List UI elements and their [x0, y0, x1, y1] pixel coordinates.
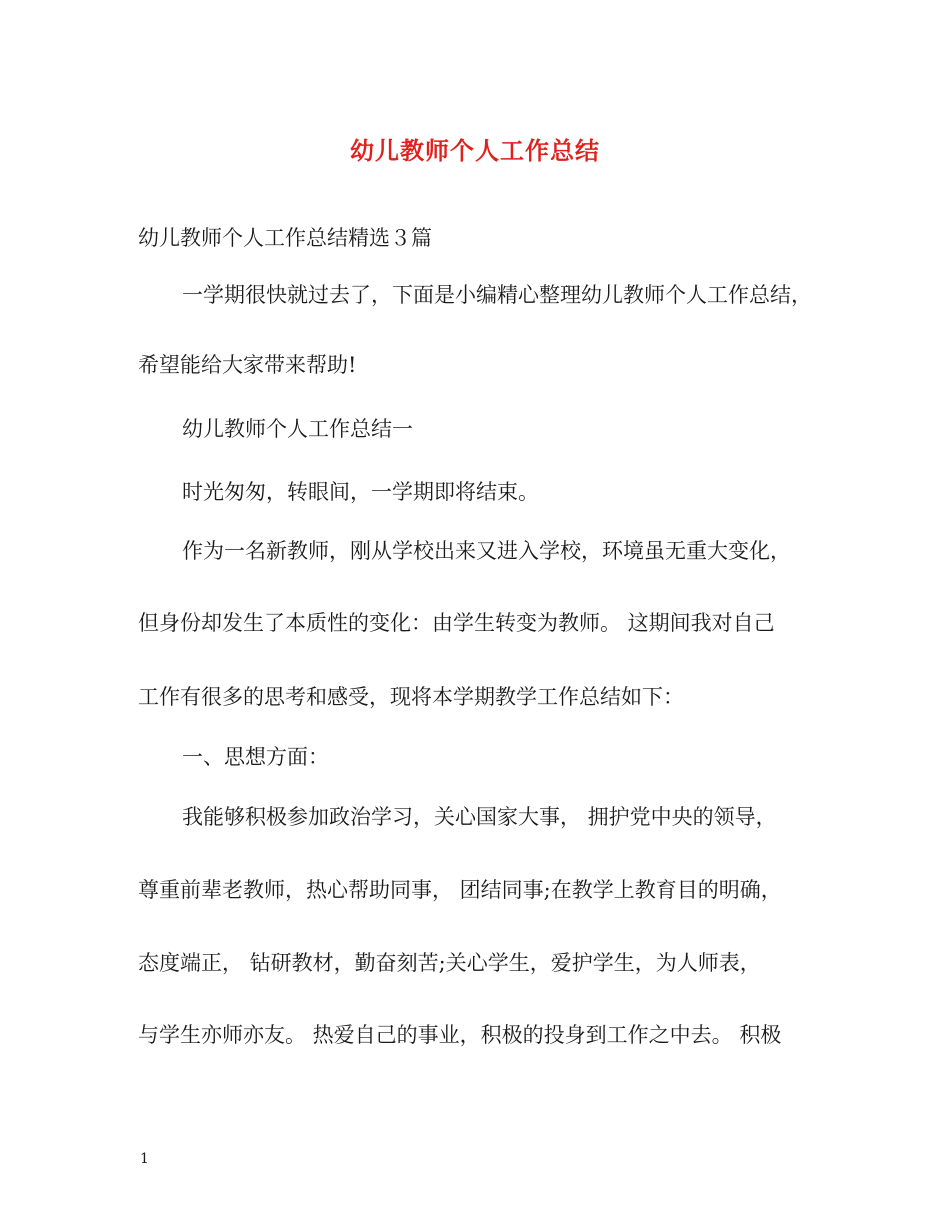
paragraph-line: 一学期很快就过去了，下面是小编精心整理幼儿教师个人工作总结，: [182, 283, 812, 307]
paragraph-line: 希望能给大家带来帮助!: [138, 353, 357, 377]
paragraph-line: 与学生亦师亦友。 热爱自己的事业，积极的投身到工作之中去。 积极: [138, 1023, 782, 1047]
subtitle-line: 幼儿教师个人工作总结精选３篇: [138, 226, 432, 250]
section-heading: 幼儿教师个人工作总结一: [182, 417, 413, 441]
document-title: 幼儿教师个人工作总结: [350, 136, 600, 165]
paragraph-line: 但身份却发生了本质性的变化：由学生转变为教师。 这期间我对自己: [138, 611, 775, 635]
paragraph-line: 尊重前辈老教师，热心帮助同事， 团结同事;在教学上教育目的明确，: [138, 878, 782, 902]
paragraph-line: 作为一名新教师，刚从学校出来又进入学校，环境虽无重大变化，: [182, 539, 791, 563]
paragraph-line: 工作有很多的思考和感受，现将本学期教学工作总结如下：: [138, 685, 684, 709]
paragraph-line: 我能够积极参加政治学习，关心国家大事， 拥护党中央的领导，: [182, 805, 777, 829]
paragraph-line: 时光匆匆，转眼间，一学期即将结束。: [182, 480, 539, 504]
section-heading: 一、思想方面：: [182, 745, 329, 769]
page-number: 1: [140, 1151, 149, 1167]
paragraph-line: 态度端正， 钻研教材，勤奋刻苦;关心学生，爱护学生，为人师表，: [138, 951, 761, 975]
